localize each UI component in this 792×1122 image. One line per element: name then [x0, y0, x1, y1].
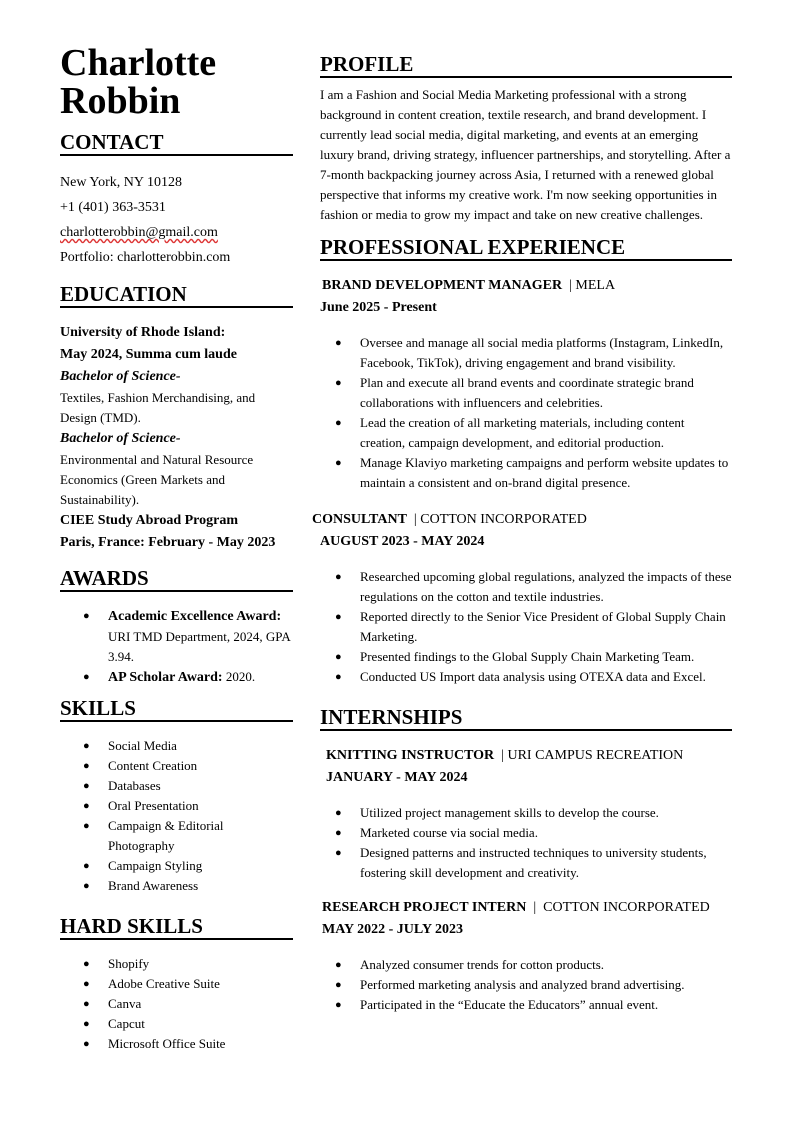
- bullet-icon: ●: [335, 571, 342, 583]
- job-bullet-text: Analyzed consumer trends for cotton products.: [360, 957, 605, 972]
- education-major-1: Textiles, Fashion Merchandising, and Design (TMD).: [60, 390, 256, 425]
- job-bullet: [335, 373, 732, 413]
- job-bullet: [335, 843, 732, 883]
- skill-label: Social Media: [108, 738, 177, 753]
- skill-item: [83, 876, 293, 896]
- job-bullets: [320, 803, 732, 883]
- profile-heading: PROFILE: [320, 52, 732, 78]
- skill-label: Campaign & Editorial Photography: [108, 818, 224, 853]
- right-column: [312, 52, 732, 1015]
- job-bullet-text: Performed marketing analysis and analyzed brand advertising.: [360, 977, 685, 992]
- bullet-icon: ●: [83, 978, 90, 990]
- bullet-icon: ●: [335, 979, 342, 991]
- bullet-icon: ●: [83, 998, 90, 1010]
- skills-list: [60, 736, 293, 896]
- contact-email[interactable]: charlotterobbin@gmail.com: [60, 225, 218, 240]
- job-bullet-text: Lead the creation of all marketing materials, including content creation, campaign development, and editorial production.: [360, 415, 685, 450]
- job-bullet-text: Marketed course via social media.: [360, 825, 538, 840]
- skill-label: Oral Presentation: [108, 798, 199, 813]
- job-dates: MAY 2022 - JULY 2023: [322, 922, 464, 937]
- hard-skill-label: Capcut: [108, 1016, 145, 1031]
- award-detail: 2020.: [222, 669, 256, 684]
- job-bullet: [335, 333, 732, 373]
- award-item: [83, 606, 293, 667]
- award-title: AP Scholar Award:: [108, 670, 223, 685]
- job-bullet-text: Reported directly to the Senior Vice President of Global Supply Chain Marketing.: [360, 609, 726, 644]
- job-dates: June 2025 - Present: [320, 300, 437, 315]
- job-bullet: [335, 647, 732, 667]
- education-date-honors: May 2024, Summa cum laude: [60, 347, 237, 362]
- job-bullets: [320, 955, 732, 1015]
- job-bullet: [335, 995, 732, 1015]
- skill-label: Campaign Styling: [108, 858, 203, 873]
- skill-item: [83, 856, 293, 876]
- education-degree-1: Bachelor of Science-: [60, 369, 181, 384]
- job-bullet-text: Participated in the “Educate the Educators” annual event.: [360, 997, 659, 1012]
- job-role: CONSULTANT: [312, 512, 407, 527]
- bullet-icon: ●: [83, 860, 90, 872]
- education-degree-2: Bachelor of Science-: [60, 431, 181, 446]
- bullet-icon: ●: [335, 827, 342, 839]
- job-bullet-text: Manage Klaviyo marketing campaigns and perform website updates to maintain a consistent and on-brand digital presence.: [360, 455, 729, 490]
- job-bullets: [320, 333, 732, 493]
- awards-heading: AWARDS: [60, 566, 293, 592]
- job-bullet-text: Designed patterns and instructed techniques to university students, fostering skill development and creativity.: [360, 845, 707, 880]
- job-bullet-text: Researched upcoming global regulations, analyzed the impacts of these regulations on the cotton and textile industries.: [360, 569, 732, 604]
- hard-skill-label: Canva: [108, 996, 142, 1011]
- hard-skills-list: [60, 954, 293, 1054]
- bullet-icon: ●: [83, 820, 90, 832]
- job-org: | COTTON INCORPORATED: [406, 512, 587, 527]
- job-org: | URI CAMPUS RECREATION: [494, 748, 684, 763]
- job-bullet: [335, 975, 732, 995]
- job-bullet: [335, 667, 732, 687]
- experience-heading: PROFESSIONAL EXPERIENCE: [320, 235, 732, 261]
- award-item: [83, 667, 293, 688]
- bullet-icon: ●: [83, 880, 90, 892]
- hard-skill-item: [83, 994, 293, 1014]
- job-bullet: [335, 567, 732, 607]
- skill-item: [83, 756, 293, 776]
- bullet-icon: ●: [83, 1018, 90, 1030]
- education-school: University of Rhode Island:: [60, 325, 226, 340]
- bullet-icon: ●: [335, 457, 342, 469]
- hard-skill-item: [83, 1034, 293, 1054]
- hard-skill-label: Adobe Creative Suite: [108, 976, 220, 991]
- bullet-icon: ●: [83, 760, 90, 772]
- internship-entry: [320, 897, 732, 1015]
- skill-item: [83, 736, 293, 756]
- job-dates: JANUARY - MAY 2024: [326, 770, 468, 785]
- job-bullet: [335, 955, 732, 975]
- hard-skill-label: Microsoft Office Suite: [108, 1036, 226, 1051]
- job-bullet: [335, 607, 732, 647]
- job-bullet: [335, 413, 732, 453]
- bullet-icon: ●: [335, 611, 342, 623]
- job-entry: [312, 509, 732, 687]
- bullet-icon: ●: [335, 417, 342, 429]
- job-bullet: [335, 453, 732, 493]
- internships-heading: INTERNSHIPS: [320, 705, 732, 731]
- job-bullet: [335, 823, 732, 843]
- job-bullet-text: Presented findings to the Global Supply Chain Marketing Team.: [360, 649, 695, 664]
- hard-skill-item: [83, 1014, 293, 1034]
- bullet-icon: ●: [83, 780, 90, 792]
- bullet-icon: ●: [83, 610, 90, 622]
- job-title-line: [320, 275, 732, 297]
- bullet-icon: ●: [335, 999, 342, 1011]
- education-heading: EDUCATION: [60, 282, 293, 308]
- bullet-icon: ●: [83, 958, 90, 970]
- bullet-icon: ●: [335, 651, 342, 663]
- award-title: Academic Excellence Award:: [108, 609, 282, 624]
- bullet-icon: ●: [335, 337, 342, 349]
- job-role: RESEARCH PROJECT INTERN: [322, 900, 527, 915]
- award-detail: URI TMD Department, 2024, GPA 3.94.: [108, 629, 290, 664]
- skill-item: [83, 776, 293, 796]
- skill-label: Content Creation: [108, 758, 198, 773]
- skills-heading: SKILLS: [60, 696, 293, 722]
- internship-entry: [320, 745, 732, 883]
- bullet-icon: ●: [335, 959, 342, 971]
- bullet-icon: ●: [335, 807, 342, 819]
- bullet-icon: ●: [83, 800, 90, 812]
- job-bullets: [320, 567, 732, 687]
- name-line-2: Robbin: [60, 80, 181, 122]
- awards-list: [60, 606, 293, 688]
- job-entry: [320, 275, 732, 493]
- education-abroad-detail: Paris, France: February - May 2023: [60, 535, 276, 550]
- job-bullet-text: Oversee and manage all social media platforms (Instagram, LinkedIn, Facebook, TikTok), driving engagement and brand visibility.: [360, 335, 724, 370]
- job-org: | COTTON INCORPORATED: [526, 900, 710, 915]
- job-bullet: [335, 803, 732, 823]
- bullet-icon: ●: [335, 377, 342, 389]
- education-major-2: Environmental and Natural Resource Economics (Green Markets and Sustainability).: [60, 452, 254, 507]
- contact-block: [60, 170, 293, 270]
- skill-label: Brand Awareness: [108, 878, 199, 893]
- contact-portfolio: Portfolio: charlotterobbin.com: [60, 250, 231, 265]
- education-abroad: CIEE Study Abroad Program: [60, 513, 239, 528]
- left-column: [60, 44, 293, 1054]
- job-role: BRAND DEVELOPMENT MANAGER: [322, 278, 563, 293]
- bullet-icon: ●: [83, 1038, 90, 1050]
- skill-label: Databases: [108, 778, 161, 793]
- contact-phone: +1 (401) 363-3531: [60, 200, 166, 215]
- education-block: [60, 322, 293, 554]
- contact-location: New York, NY 10128: [60, 175, 182, 190]
- job-dates: AUGUST 2023 - MAY 2024: [320, 534, 485, 549]
- hard-skill-item: [83, 974, 293, 994]
- bullet-icon: ●: [83, 671, 90, 683]
- profile-text: I am a Fashion and Social Media Marketing professional with a strong background in content creation, textile research, and brand development. I currently lead social media, digital marketing, and events at an emerging luxury brand, driving strategy, influencer partnerships, and storytelling. After a 7-month backpacking journey across Asia, I returned with a renewed global perspective that informs my creative work. I'm now seeking opportunities in fashion or media to grow my impact and take on new creative challenges.: [320, 87, 731, 222]
- skill-item: [83, 816, 248, 856]
- hard-skill-label: Shopify: [108, 956, 150, 971]
- skill-item: [83, 796, 293, 816]
- hard-skill-item: [83, 954, 293, 974]
- job-bullet-text: Conducted US Import data analysis using OTEXA data and Excel.: [360, 669, 706, 684]
- contact-heading: CONTACT: [60, 130, 293, 156]
- hard-skills-heading: HARD SKILLS: [60, 914, 293, 940]
- job-title-line: [312, 509, 732, 531]
- job-title-line: [320, 745, 732, 767]
- bullet-icon: ●: [335, 847, 342, 859]
- job-role: KNITTING INSTRUCTOR: [326, 748, 495, 763]
- bullet-icon: ●: [335, 671, 342, 683]
- job-title-line: [320, 897, 732, 919]
- job-bullet-text: Plan and execute all brand events and coordinate strategic brand collaborations with influencers and celebrities.: [360, 375, 694, 410]
- name-line-1: Charlotte: [60, 42, 217, 84]
- bullet-icon: ●: [83, 740, 90, 752]
- job-bullet-text: Utilized project management skills to develop the course.: [360, 805, 659, 820]
- job-org: | MELA: [562, 278, 616, 293]
